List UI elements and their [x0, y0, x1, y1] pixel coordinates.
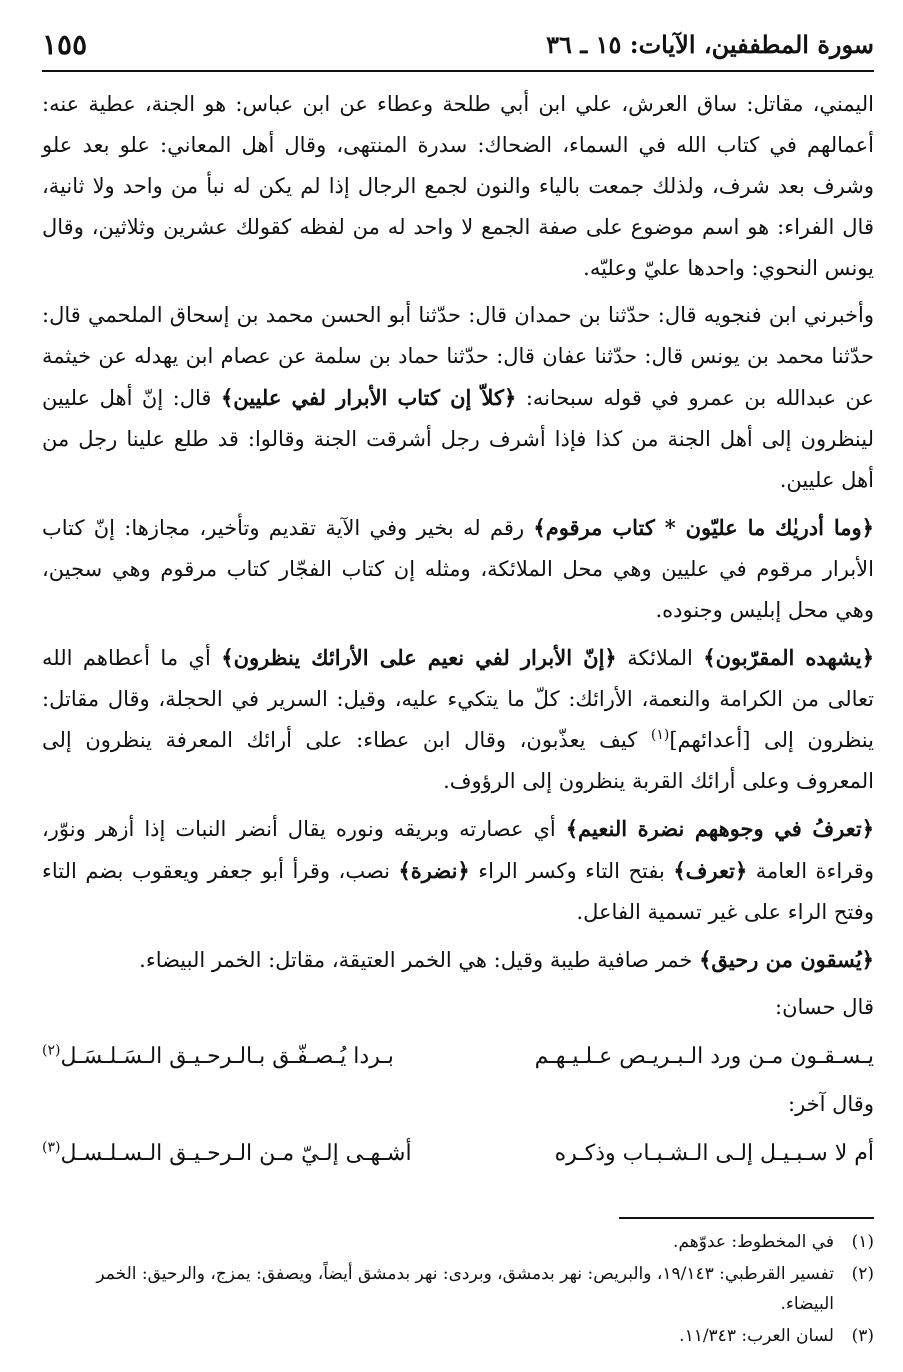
paragraph-5-rest: نصب، وقرأ أبو جعفر ويعقوب بضم التاء وفتح الراء على غير تسمية الفاعل.: [42, 859, 874, 924]
footnote-2: [42, 1259, 874, 1319]
verse-2-first-hemistich: أم لا سـبـيـل إلـى الـشـبـاب وذكـره: [554, 1141, 874, 1166]
paragraph-2: [42, 295, 874, 501]
main-text: [42, 84, 874, 1177]
paragraph-5-mid-1: أي عصارته وبريقه ونوره يقال أنضر النبات إذا أزهر ونوّر، وقراءة العامة: [42, 817, 874, 883]
paragraph-5-mid-2: بفتح التاء وكسر الراء: [469, 859, 674, 883]
page-header: [42, 28, 874, 72]
poem-verse-1: [42, 1034, 874, 1080]
footnote-number: (٢): [851, 1264, 874, 1284]
verse-2-second-hemistich: [42, 1131, 412, 1177]
poet-intro-2: وقال آخر:: [788, 1092, 874, 1116]
verse-2-second-text: أشـهـى إلـيّ مـن الـرحـيـق الـسـلـسـل: [60, 1141, 412, 1166]
verse-1-second-hemistich: [42, 1034, 394, 1080]
footnote-3: [42, 1321, 874, 1351]
quran-verse: ﴿تعرفُ في وجوههم نضرة النعيم﴾: [565, 816, 874, 841]
poet-intro: قال حسان:: [775, 995, 874, 1019]
footnote-marker[interactable]: (٢): [42, 1042, 61, 1059]
verse-1-first-hemistich: يـسـقـون مـن ورد الـبـريـص عـلـيـهـم: [534, 1044, 874, 1069]
footnote-number: (٣): [851, 1326, 874, 1346]
page-number: ١٥٥: [42, 28, 88, 61]
quran-verse: ﴿يُسقون من رحيق﴾: [699, 947, 874, 972]
quran-verse: ﴿إنّ الأبرار لفي نعيم على الأرائك ينظرون﴾: [221, 645, 617, 670]
footnote-1: [42, 1227, 874, 1257]
paragraph-4-mid: الملائكة: [616, 646, 704, 670]
footnote-marker[interactable]: (١): [650, 727, 670, 743]
paragraph-3-rest: رقم له بخير وفي الآية تقديم وتأخير، مجازها: إنّ كتاب الأبرار مرقوم في عليين وهي محل الملائكة، ومثله إن كتاب الفجّار كتاب مرقوم وهي سجين، وهي محل إبليس وجنوده.: [42, 516, 874, 622]
quran-verse: ﴿يشهده المقرّبون﴾: [703, 645, 874, 670]
paragraph-2-text: وأخبرني ابن فنجويه قال: حدّثنا بن حمدان قال: حدّثنا أبو الحسن محمد بن إسحاق الملحمي قال: حدّثنا محمد بن يونس قال: حدّثنا عفان قال: حدّثنا حماد بن سلمة عن عصام ابن يهدله عن خيثمة عن عبدالله بن عمرو في قوله سبحانه:: [42, 303, 874, 410]
quran-word: ﴿تعرف﴾: [673, 858, 748, 883]
footnote-number: (١): [851, 1232, 874, 1252]
paragraph-6: [42, 939, 874, 981]
paragraph-5: [42, 808, 874, 933]
paragraph-2-rest: قال: إنّ أهل عليين لينظرون إلى أهل الجنة من كذا فإذا أشرف رجل أشرقت الجنة وقالوا: قد طلع علينا رجل من أهل عليين.: [42, 386, 874, 492]
footnote-marker[interactable]: (٣): [42, 1139, 61, 1156]
document-page: [42, 28, 874, 1348]
paragraph-6-rest: خمر صافية طيبة وقيل: هي الخمر العتيقة، مقاتل: الخمر البيضاء.: [139, 948, 700, 972]
footnotes: [42, 1227, 874, 1351]
footnote-divider: [619, 1217, 874, 1219]
paragraph-1: اليمني، مقاتل: ساق العرش، علي ابن أبي طلحة وعطاء عن ابن عباس: هو الجنة، عطية عنه: أعمالهم في كتاب الله في السماء، الضحاك: سدرة المنتهى، وقال أهل المعاني: علو بعد علو وشرف بعد شرف، ولذلك جمعت بالياء والنون لجمع الرجال إذا لم يكن له نبأ من واحد ولا ثانية، قال الفراء: هو اسم موضوع على صفة الجمع لا واحد له من لفظه كقولك عشرين وثلاثين، وقال يونس النحوي: واحدها عليّ وعليّه.: [42, 92, 874, 280]
paragraph-4-rest-2: كيف يعذّبون، وقال ابن عطاء: على أرائك المعرفة ينظرون إلى المعروف وعلى أرائك القربة ينظرون إلى الرؤوف.: [42, 728, 874, 793]
footnote-text: لسان العرب: ١١/٣٤٣.: [679, 1326, 834, 1346]
verse-1-second-text: بـردا يُـصـفّـق بـالـرحـيـق الـسَـلـسَـل: [60, 1044, 394, 1069]
quran-word: ﴿نضرة﴾: [398, 858, 470, 883]
paragraph-4-rest-1: أي ما أعطاهم الله تعالى من الكرامة والنعمة، الأرائك: كلّ ما يتكيء عليه، وقيل: السرير في الحجلة، وقال مقاتل: ينظرون إلى [أعدائهم]: [42, 646, 874, 752]
footnote-text: تفسير القرطبي: ١٩/١٤٣، والبريص: نهر بدمشق، وبردى: نهر بدمشق أيضاً، ويصفق: يمزج، والرحيق: الخمر البيضاء.: [96, 1264, 834, 1314]
footnote-text: في المخطوط: عدوّهم.: [673, 1232, 834, 1252]
poem-verse-2: [42, 1131, 874, 1177]
paragraph-4: [42, 637, 874, 802]
quran-verse: ﴿وما أدريٰك ما عليّون * كتاب مرقوم﴾: [533, 515, 874, 540]
paragraph-3: [42, 507, 874, 631]
running-title: سورة المطففين، الآيات: ١٥ ـ ٣٦: [546, 30, 874, 59]
quran-verse: ﴿كلاّ إن كتاب الأبرار لفي عليين﴾: [220, 385, 517, 410]
